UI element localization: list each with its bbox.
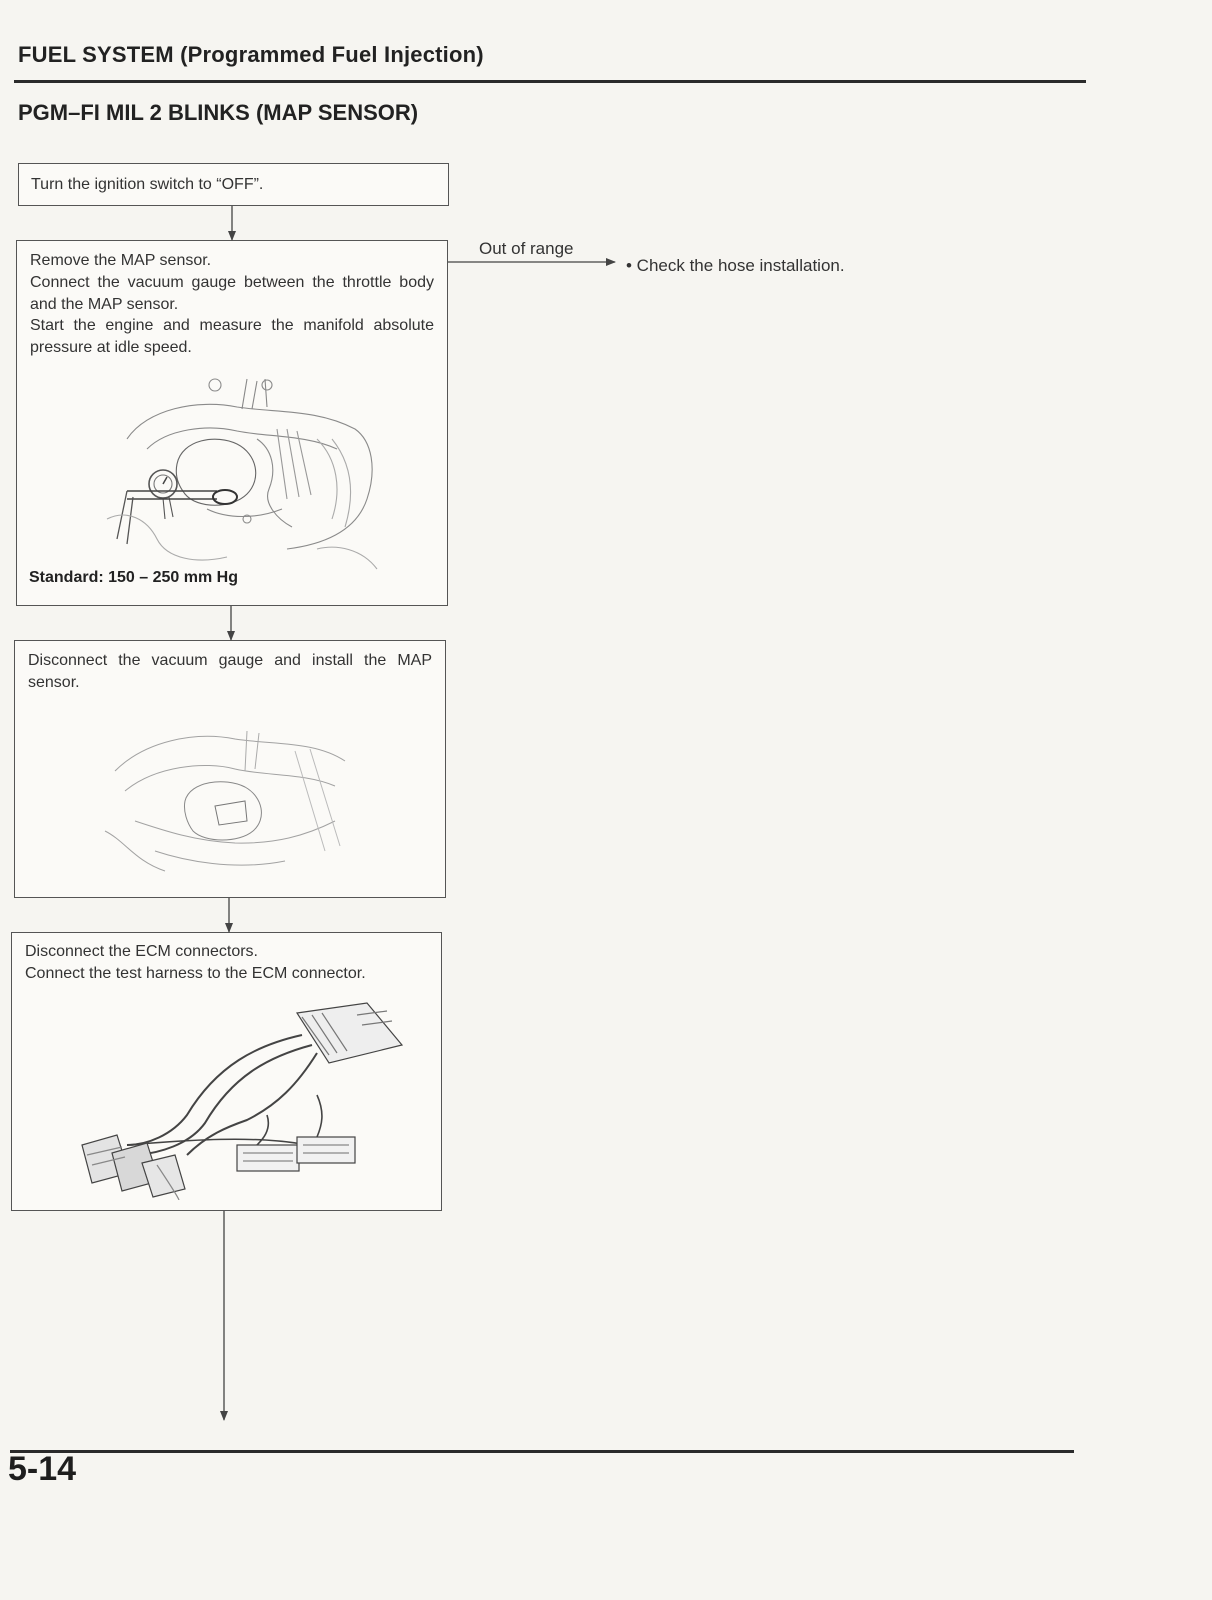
- vacuum-gauge-illustration: [87, 369, 387, 579]
- step4-line2: Connect the test harness to the ECM connector.: [25, 965, 366, 982]
- step3-box: [14, 640, 446, 898]
- step2-line1: Remove the MAP sensor.: [30, 252, 212, 269]
- header-rule: [14, 80, 1086, 83]
- test-harness-illustration: [67, 995, 417, 1200]
- branch-label: Out of range: [479, 239, 574, 258]
- footer-rule: [10, 1450, 1074, 1453]
- step2-line2: Connect the vacuum gauge between the throttle body and the MAP sensor.: [30, 274, 434, 313]
- page-number: 5-14: [8, 1450, 77, 1488]
- page-heading: PGM–FI MIL 2 BLINKS (MAP SENSOR): [18, 100, 419, 125]
- standard-value: Standard: 150 – 250 mm Hg: [29, 569, 238, 586]
- branch-result: • Check the hose installation.: [626, 256, 845, 275]
- step1-text: Turn the ignition switch to “OFF”.: [31, 176, 264, 193]
- section-title: FUEL SYSTEM (Programmed Fuel Injection): [18, 42, 484, 67]
- map-sensor-illustration: [95, 711, 365, 886]
- step2-box: [16, 240, 448, 606]
- step4-box: [11, 932, 442, 1211]
- step4-line1: Disconnect the ECM connectors.: [25, 943, 258, 960]
- step3-text: Disconnect the vacuum gauge and install the MAP sensor.: [28, 652, 432, 691]
- step1-box: [18, 163, 449, 206]
- step2-line3: Start the engine and measure the manifold absolute pressure at idle speed.: [30, 317, 434, 356]
